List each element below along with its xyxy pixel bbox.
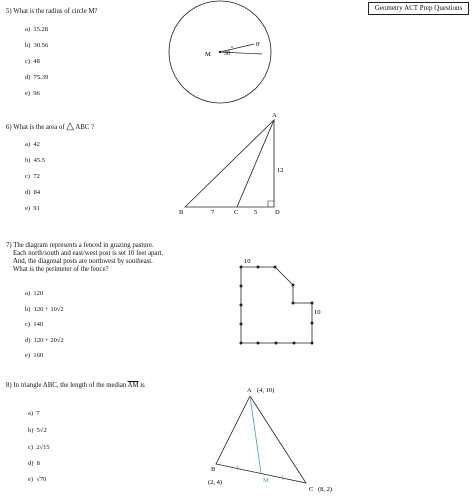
fence-post [240, 285, 243, 288]
triangle-abc-figure [179, 112, 284, 216]
midpoint-m-label: M [263, 477, 269, 484]
option-7c: c) 140 [25, 321, 44, 328]
fence-top-label: 10 [244, 258, 251, 265]
option-8b: b) 5√2 [28, 427, 47, 434]
worksheet-title: Geometry ACT Prep Questions [368, 2, 469, 15]
fence-post [292, 302, 295, 305]
right-angle-mark [268, 201, 274, 207]
median-triangle-figure [208, 387, 332, 493]
segment-ac [237, 120, 274, 207]
question-7: 7) The diagram represents a fenced in grazing pasture. Each north/south and east/west post is set 10 feet apart. And, the diagonal posts are northwest by southeast. What is the perimeter of the fence? [6, 242, 164, 273]
fence-post [292, 284, 295, 287]
fence-post [240, 304, 243, 307]
fence-post [275, 342, 278, 345]
option-5e: e) 96 [25, 90, 40, 97]
triangle-abc-outline [216, 396, 306, 483]
question-number: 5) [6, 8, 12, 15]
vertex-b-label: B [179, 209, 184, 216]
option-7e: e) 160 [25, 352, 44, 359]
vertex-c-label: C [309, 486, 314, 493]
fence-post [293, 342, 296, 345]
option-5b: b) 30.56 [25, 42, 49, 49]
option-5c: c) 48 [25, 58, 40, 65]
fence-right-label: 10 [314, 309, 321, 316]
center-point [219, 51, 221, 53]
option-6d: d) 84 [25, 189, 41, 196]
segment-cd-label: 5 [254, 209, 258, 216]
fence-post [240, 266, 243, 269]
fence-post [311, 342, 314, 345]
option-5a: a) 15.28 [25, 26, 48, 33]
angle-label: 30 [224, 51, 230, 57]
fence-post [311, 322, 314, 325]
tick-mark [237, 465, 238, 470]
option-8e: e) √70 [28, 476, 47, 483]
fence-post [311, 302, 314, 305]
vertex-c-label: C [234, 209, 239, 216]
fence-post [274, 266, 277, 269]
arc-length-label: 8' [256, 42, 261, 48]
option-6a: a) 42 [25, 141, 40, 148]
option-6c: c) 72 [25, 173, 40, 180]
question-text: What is the radius of circle M? [13, 8, 98, 15]
fence-post [257, 342, 260, 345]
option-8a: a) 7 [28, 410, 40, 417]
option-5d: d) 75.39 [25, 74, 49, 81]
fence-figure [240, 258, 321, 345]
option-7b: b) 120 + 10√2 [25, 306, 64, 313]
circle-figure [169, 1, 271, 103]
fence-post [240, 342, 243, 345]
height-label: 12 [277, 167, 284, 174]
fence-posts [240, 266, 314, 345]
fence-post [257, 266, 260, 269]
question-6: 6) What is the area of △ ABC ? [6, 121, 95, 132]
tick-mark [282, 475, 283, 480]
fence-outline [241, 267, 312, 343]
triangle-abd [185, 120, 274, 207]
vertex-b-coordinate: (2, 4) [208, 479, 223, 486]
option-6b: b) 45.5 [25, 157, 46, 164]
vertex-c-coordinate: (8, 2) [318, 486, 333, 493]
option-7a: a) 120 [25, 290, 44, 297]
question-8: 8) In triangle ABC, the length of the median $\overline{AM}$ is [6, 382, 145, 389]
option-6e: e) 91 [25, 205, 40, 212]
option-8d: d) 8 [28, 460, 40, 467]
median-label: $\overline{AM}$ [127, 382, 139, 389]
fence-post [240, 323, 243, 326]
vertex-b-label: B [211, 466, 216, 473]
center-label: M [205, 51, 211, 58]
vertex-a-label: A [272, 112, 277, 119]
angle-degree-mark: o [231, 44, 233, 49]
option-8c: c) 2√15 [28, 444, 50, 451]
segment-bc-label: 7 [211, 209, 215, 216]
vertex-a-label: A [247, 387, 252, 394]
vertex-a-coordinate: (4, 10) [257, 387, 275, 394]
vertex-d-label: D [275, 209, 280, 216]
triangle-symbol: △ [66, 121, 74, 132]
median-am [250, 396, 261, 473]
option-7d: d) 120 + 20√2 [25, 337, 64, 344]
